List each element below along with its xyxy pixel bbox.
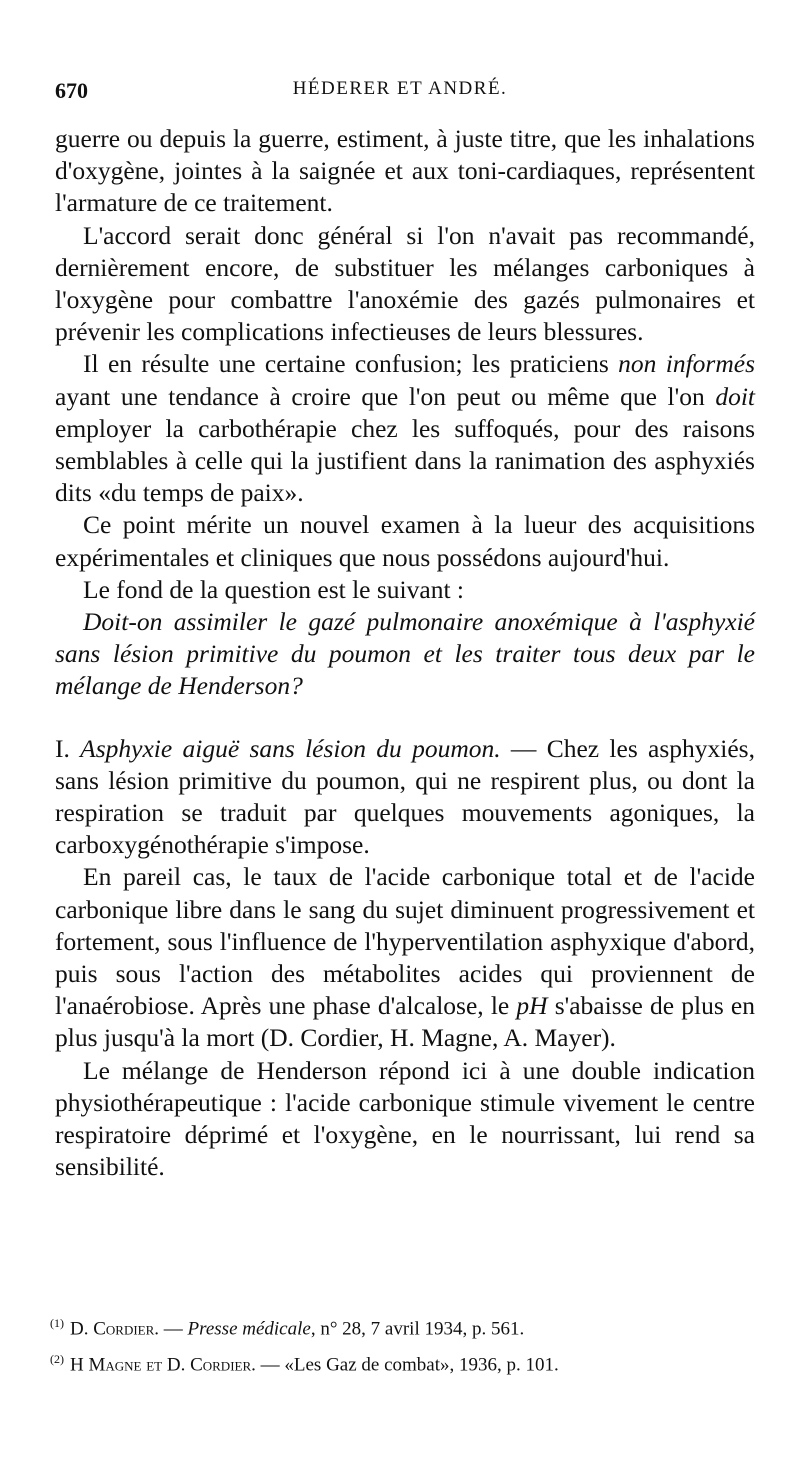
footnote-2-author: H Magne et D. Cordier.	[70, 1354, 256, 1376]
paragraph-7: Le mélange de Henderson répond ici à une double indication physiothérapeutique : l'acide carbonique stimule vivement le centre respiratoire déprimé et l'oxygène, en le nourrissant, lui rend sa sensibilité.	[55, 1055, 755, 1182]
running-head: HÉDERER ET ANDRÉ.	[292, 78, 508, 99]
footnote-1-source: Presse médicale	[187, 1318, 311, 1340]
page-header	[55, 70, 745, 110]
footnote-2-separator: —	[255, 1354, 285, 1376]
paragraph-3-emphasis-2: doit	[715, 381, 755, 411]
footnote-1	[50, 1308, 760, 1344]
footnote-1-mark: (1)	[50, 1316, 64, 1330]
paragraph-3-part-b: ayant une tendance à croire que l'on peut ou même que l'on	[55, 381, 716, 411]
paragraph-3-emphasis-1: non informés	[618, 349, 755, 379]
paragraph-6-emphasis: pH	[516, 991, 548, 1021]
paragraph-6-part-b: s'abaisse de plus en plus jusqu'à la mort (D. Cordier, H. Magne, A. Mayer).	[55, 991, 755, 1053]
paragraph-3-part-a: Il en résulte une certaine confusion; les praticiens	[83, 349, 619, 379]
paragraph-3-part-c: employer la carbothérapie chez les suffoqués, pour des raisons semblables à celle qui la justifient dans la ranimation des asphyxiés dits «du temps de paix».	[55, 413, 755, 508]
footnote-2-mark: (2)	[50, 1352, 64, 1367]
section-1-paragraph	[55, 733, 755, 862]
paragraph-6-part-a: En pareil cas, le taux de l'acide carbonique total et de l'acide carbonique libre dans le sang du sujet diminuent progressivement et fortement, sous l'influence de l'hyperventilation asphyxique d'abord, puis sous l'action des métabolites acides qui proviennent de l'anaérobiose. Après une phase d'alcalose, le	[55, 862, 755, 1021]
footnotes	[50, 1308, 760, 1381]
page-number: 670	[55, 78, 88, 103]
section-title: Asphyxie aiguë sans lésion du poumon.	[80, 733, 501, 763]
footnote-2	[50, 1344, 760, 1380]
paragraph-2: L'accord serait donc général si l'on n'avait pas recommandé, dernièrement encore, de substituer les mélanges carboniques à l'oxygène pour combattre l'anoxémie des gazés pulmonaires et prévenir les complications infectieuses de leurs blessures.	[55, 220, 755, 347]
footnote-1-separator: —	[159, 1318, 188, 1340]
paragraph-4: Ce point mérite un nouvel examen à la lueur des acquisitions expérimentales et cliniques que nous possédons aujourd'hui.	[55, 510, 755, 572]
footnote-2-source: «Les Gaz de combat»	[284, 1354, 450, 1376]
paragraph-3	[55, 348, 755, 509]
section-number: I.	[55, 733, 81, 763]
paragraph-1: guerre ou depuis la guerre, estiment, à juste titre, que les inhalations d'oxygène, jointes à la saignée et aux toni-cardiaques, représentent l'armature de ce traitement.	[55, 124, 755, 218]
body-text	[55, 123, 755, 1184]
footnote-2-rest: , 1936, p. 101.	[449, 1354, 559, 1376]
section-text: — Chez les asphyxiés, sans lésion primitive du poumon, qui ne respirent plus, ou dont la respiration se traduit par quelques mouvements agoniques, la carboxygénothérapie s'impose.	[55, 733, 755, 860]
paragraph-6	[55, 861, 755, 1054]
footnote-1-author: D. Cordier.	[70, 1318, 160, 1340]
question-statement: Doit-on assimiler le gazé pulmonaire anoxémique à l'asphyxié sans lésion primitive du poumon et les traiter tous deux par le mélange de Henderson?	[55, 607, 755, 701]
footnote-1-rest: , n° 28, 7 avril 1934, p. 561.	[310, 1318, 525, 1340]
paragraph-5: Le fond de la question est le suivant :	[83, 574, 464, 604]
